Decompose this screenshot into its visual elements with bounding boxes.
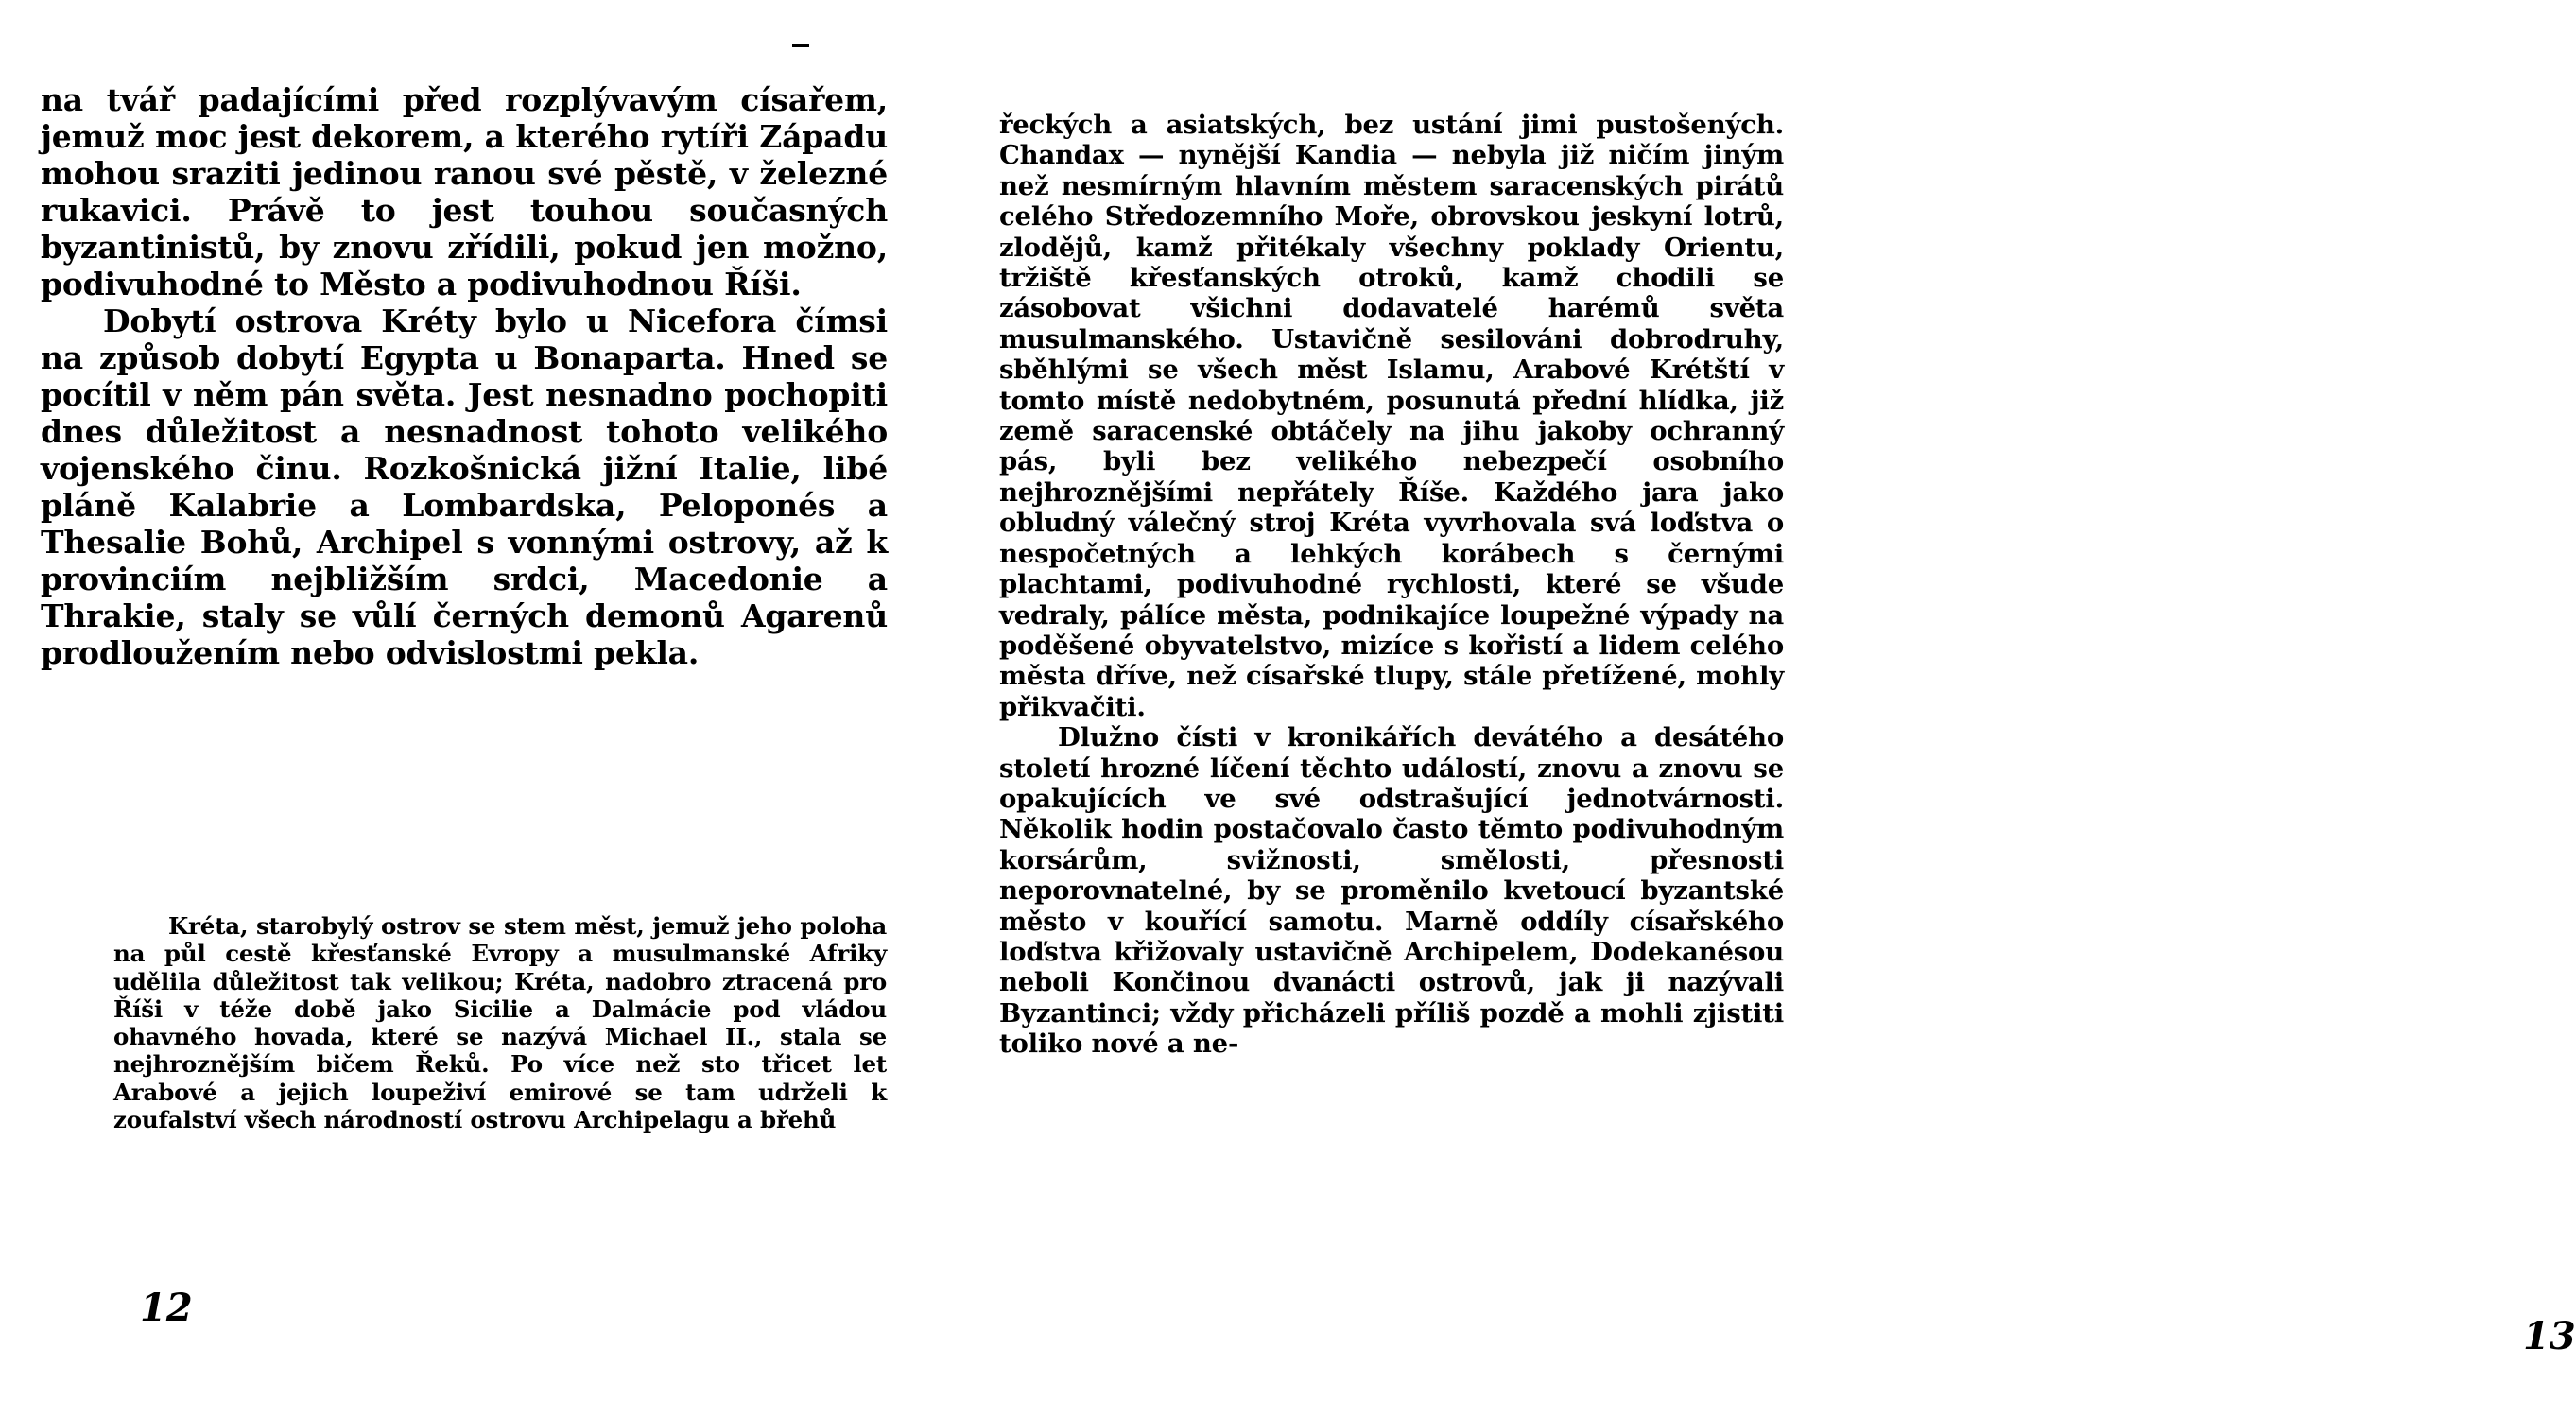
right-page (911, 0, 2576, 1418)
left-paragraph-2: Dobytí ostrova Kréty bylo u Nicefora čímsi na způsob dobytí Egypta u Bonaparta. Hned se pocítil v něm pán světa. Jest nesnadno pochopiti dnes důležitost a nesnadnost tohoto velikého vojenského činu. Rozkošnická jižní Italie, libé pláně Kalabrie a Lombardska, Peloponés a Thesalie Bohů, Archipel s vonnými ostrovy, až k provinciím nejbližším srdci, Macedonie a Thrakie, staly se vůlí černých demonů Agarenů prodloužením nebo odvislostmi pekla. (41, 303, 888, 671)
page-number-right: 13 (2523, 1314, 2576, 1358)
footnote-text: Kréta, starobylý ostrov se stem měst, jemuž jeho poloha na půl cestě křesťanské Evropy a musulmanské Afriky udělila důležitost tak velikou; Kréta, nadobro ztracená pro Říši v téže době jako Sicilie a Dalmácie pod vládou ohavného hovada, které se nazývá Michael II., stala se nejhroznějším bičem Řeků. Po více než sto třicet let Arabové a jejich loupeživí emirové se tam udrželi k zoufalství všech národností ostrovu Archipelagu a břehů (113, 912, 887, 1134)
left-main-text (41, 81, 888, 671)
right-paragraph-1: řeckých a asiatských, bez ustání jimi pustošených. Chandax — nynější Kandia — nebyla již ničím jiným než nesmírným hlavním městem saracenských pirátů celého Středozemního Moře, obrovskou jeskyní lotrů, zlodějů, kamž přitékaly všechny poklady Orientu, tržiště křesťanských otroků, kamž chodili se zásobovat všichni dodavatelé harémů světa musulmanského. Ustavičně sesilováni dobrodruhy, sběhlými se všech měst Islamu, Arabové Krétští v tomto místě nedobytném, posunutá přední hlídka, již země saracenské obtáčely na jihu jakoby ochranný pás, byli bez velikého nebezpečí osobního nejhroznějšími nepřátely Říše. Každého jara jako obludný válečný stroj Kréta vyvrhovala svá loďstva o nespočetných a lehkých korábech s černými plachtami, podivuhodné rychlosti, které se všude vedraly, pálíce města, podnikajíce loupežné výpady na poděšené obyvatelstvo, mizíce s kořistí a lidem celého města dříve, než císařské tlupy, stále přetížené, mohly přikvačiti. (999, 110, 1784, 722)
right-main-text (999, 110, 1784, 1060)
footnote-block (113, 912, 887, 1133)
left-paragraph-1: na tvář padajícími před rozplývavým císařem, jemuž moc jest dekorem, a kterého rytíři Západu mohou sraziti jedinou ranou své pěstě, v železné rukavici. Právě to jest touhou současných byzantinistů, by znovu zřídili, pokud jen možno, podivuhodné to Město a podivuhodnou Říši. (41, 81, 888, 303)
left-page (0, 0, 911, 1418)
top-dash-mark (792, 44, 809, 47)
page-number-left: 12 (140, 1286, 193, 1330)
right-paragraph-2: Dlužno čísti v kronikářích devátého a desátého století hrozné líčení těchto událostí, znovu a znovu se opakujících ve své odstrašující jednotvárnosti. Několik hodin postačovalo často těmto podivuhodným korsárům, svižnosti, smělosti, přesnosti neporovnatelné, by se proměnilo kvetoucí byzantské město v kouřící samotu. Marně oddíly císařského loďstva křižovaly ustavičně Archipelem, Dodekanésou neboli Končinou dvanácti ostrovů, jak ji nazývali Byzantinci; vždy přicházeli příliš pozdě a mohli zjistiti toliko nové a ne- (999, 722, 1784, 1060)
